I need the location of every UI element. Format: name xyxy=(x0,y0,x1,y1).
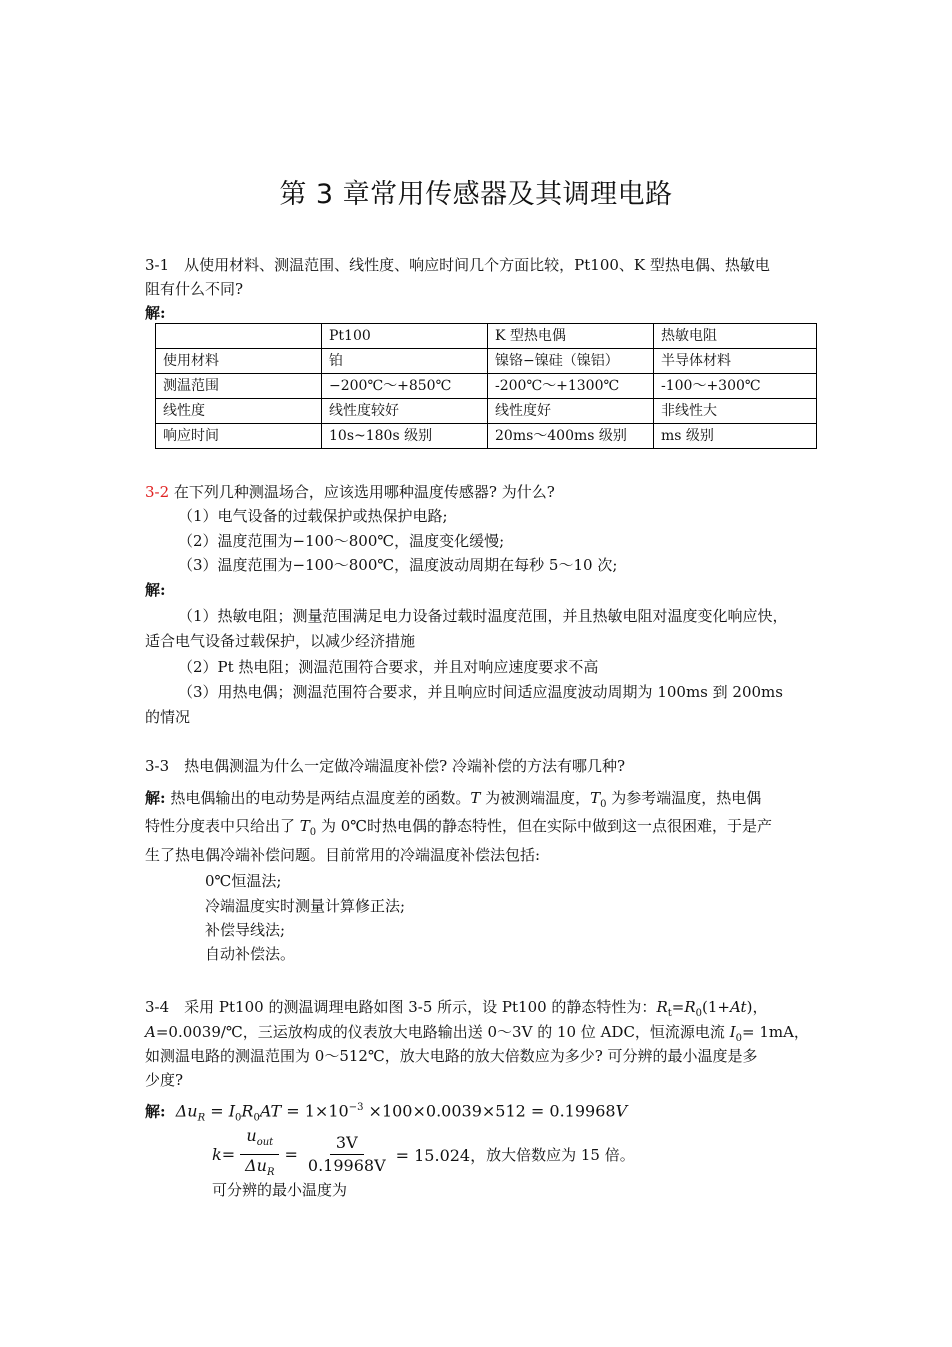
q3-method-2: 冷端温度实时测量计算修正法; xyxy=(205,897,406,915)
q3-symbol-t0: T xyxy=(299,817,310,835)
q4-subscript: 0 xyxy=(735,1033,742,1044)
q3-answer-line1 xyxy=(145,786,830,817)
eq-term: = 15.024， xyxy=(395,1146,487,1166)
q3-text: 热电偶输出的电动势是两结点温度差的函数。 xyxy=(165,789,471,807)
q2-answer-3-line2: 的情况 xyxy=(145,708,191,726)
table-cell: 响应时间 xyxy=(156,424,322,449)
table-header-row xyxy=(156,324,817,349)
q3-symbol-t: T xyxy=(470,789,481,807)
q2-answer-2: （2）Pt 热电阻；测温范围符合要求，并且对响应速度要求不高 xyxy=(178,658,599,676)
q1-line2: 阻有什么不同? xyxy=(145,280,244,298)
q4-text: 3-4 采用 Pt100 的测温调理电路如图 3-5 所示，设 Pt100 的静态特性为： xyxy=(145,998,657,1016)
eq-subscript: R xyxy=(197,1112,206,1124)
table-cell: 非线性大 xyxy=(654,399,817,424)
q4-text: = 1mA， xyxy=(742,1023,809,1041)
q3-text: 为 0℃时热电偶的静态特性，但在实际中做到这一点很困难，于是产 xyxy=(316,817,773,835)
table-cell: 线性度好 xyxy=(488,399,654,424)
table-cell: −200℃～+850℃ xyxy=(322,374,488,399)
q4-symbol: R xyxy=(656,998,668,1016)
q4-solution-label: 解: xyxy=(145,1102,166,1121)
eq-subscript: R xyxy=(266,1167,275,1179)
q4-text: 放大倍数应为 15 倍。 xyxy=(486,1146,635,1165)
q1-solution-label: 解: xyxy=(145,304,166,322)
q2-answer-1-line1: （1）热敏电阻；测量范围满足电力设备过载时温度范围，并且热敏电阻对温度变化响应快， xyxy=(178,607,788,625)
eq-numerator xyxy=(240,1125,279,1155)
q3-answer-line2 xyxy=(145,814,830,845)
eq-subscript: 0 xyxy=(235,1112,242,1124)
eq-term: = xyxy=(284,1145,298,1165)
table-cell: Pt100 xyxy=(322,324,488,349)
q3-method-3: 补偿导线法; xyxy=(205,921,286,939)
q3-text: 为参考端温度，热电偶 xyxy=(606,789,762,807)
table-row xyxy=(156,399,817,424)
q2-item-1: （1）电气设备的过载保护或热保护电路; xyxy=(178,507,448,525)
q3-text: 为被测端温度， xyxy=(480,789,591,807)
q4-symbol: R xyxy=(684,998,696,1016)
eq-term: k xyxy=(212,1145,222,1165)
table-cell: 半导体材料 xyxy=(654,349,817,374)
table-cell: 镍铬−镍硅（镍铝） xyxy=(488,349,654,374)
q4-last-line: 可分辨的最小温度为 xyxy=(212,1181,348,1199)
q2-text: 在下列几种测温场合，应该选用哪种温度传感器? 为什么? xyxy=(169,483,555,501)
table-cell xyxy=(156,324,322,349)
table-cell: 使用材料 xyxy=(156,349,322,374)
q2-item-3: （3）温度范围为−100～800℃，温度波动周期在每秒 5～10 次; xyxy=(178,556,618,574)
q2-answer-1-line2: 适合电气设备过载保护，以减少经济措施 xyxy=(145,632,416,650)
q3-solution-label: 解: xyxy=(145,789,166,807)
q2-item-2: （2）温度范围为−100～800℃，温度变化缓慢; xyxy=(178,532,505,550)
q4-text: (1+ xyxy=(702,998,730,1016)
eq-numerator: 3V xyxy=(330,1132,364,1155)
eq-term: R xyxy=(241,1101,254,1121)
q2-solution-label: 解: xyxy=(145,581,166,599)
q4-text: = xyxy=(671,998,685,1016)
table-cell: 10s~180s 级别 xyxy=(322,424,488,449)
eq-exponent: −3 xyxy=(348,1102,364,1113)
eq-term: Δu xyxy=(175,1101,198,1121)
eq-subscript: out xyxy=(256,1137,274,1149)
eq-fraction xyxy=(302,1132,392,1177)
chapter-title: 第 3 章常用传感器及其调理电路 xyxy=(279,179,673,210)
table-cell: ms 级别 xyxy=(654,424,817,449)
table-cell: 铂 xyxy=(322,349,488,374)
eq-term: = I xyxy=(205,1101,236,1121)
q4-symbol: A xyxy=(145,1023,156,1041)
q3-subscript: 0 xyxy=(600,799,607,810)
q4-text: =0.0039/℃，三运放构成的仪表放大电路输出送 0～3V 的 10 位 ADC，恒流源电流 xyxy=(155,1023,730,1041)
table-row xyxy=(156,424,817,449)
comparison-table xyxy=(155,323,817,449)
q4-symbol: I xyxy=(729,1023,736,1041)
table-cell: -100～+300℃ xyxy=(654,374,817,399)
q3-symbol-t0: T xyxy=(590,789,601,807)
q4-text: )， xyxy=(746,998,768,1016)
eq-fraction xyxy=(239,1125,280,1184)
q2-number: 3-2 xyxy=(145,483,170,501)
q4-subscript: 0 xyxy=(695,1008,703,1019)
eq-denominator: 0.19968V xyxy=(307,1156,386,1176)
table-cell: 测温范围 xyxy=(156,374,322,399)
q3-method-1: 0℃恒温法; xyxy=(205,872,282,890)
eq-term: = xyxy=(221,1145,236,1165)
q2-answer-3-line1: （3）用热电偶；测温范围符合要求，并且响应时间适应温度波动周期为 100ms 到 200ms xyxy=(178,683,783,701)
q4-symbol: At xyxy=(729,998,747,1016)
table-cell: 线性度较好 xyxy=(322,399,488,424)
table-row xyxy=(156,374,817,399)
q2-question xyxy=(145,480,830,504)
q4-line3: 如测温电路的测温范围为 0～512℃，放大电路的放大倍数应为多少? 可分辨的最小温度是多 xyxy=(145,1047,758,1065)
q3-subscript: 0 xyxy=(309,827,317,838)
q4-line4: 少度? xyxy=(145,1071,184,1089)
eq-term: AT xyxy=(259,1101,282,1121)
q4-subscript: t xyxy=(667,1008,672,1019)
table-cell: 热敏电阻 xyxy=(654,324,817,349)
table-cell: 20ms～400ms 级别 xyxy=(488,424,654,449)
q3-text: 特性分度表中只给出了 xyxy=(145,817,300,835)
eq-subscript: 0 xyxy=(253,1112,260,1124)
q1-line1: 3-1 从使用材料、测温范围、线性度、响应时间几个方面比较，Pt100、K 型热电偶、热敏电 xyxy=(145,256,770,274)
eq-term: = 1×10 xyxy=(281,1101,349,1121)
q4-equation-2 xyxy=(212,1125,635,1184)
table-cell: K 型热电偶 xyxy=(488,324,654,349)
q3-question: 3-3 热电偶测温为什么一定做冷端温度补偿? 冷端补偿的方法有哪几种? xyxy=(145,757,626,775)
eq-term: Δu xyxy=(245,1156,267,1176)
eq-term: u xyxy=(246,1126,257,1145)
table-cell: 线性度 xyxy=(156,399,322,424)
eq-unit: V xyxy=(615,1101,628,1121)
table-row xyxy=(156,349,817,374)
q3-answer-line3: 生了热电偶冷端补偿问题。目前常用的冷端温度补偿法包括: xyxy=(145,846,541,864)
table-cell: -200℃～+1300℃ xyxy=(488,374,654,399)
q3-method-4: 自动补偿法。 xyxy=(205,945,296,963)
eq-term: ×100×0.0039×512 = 0.19968 xyxy=(363,1101,616,1121)
